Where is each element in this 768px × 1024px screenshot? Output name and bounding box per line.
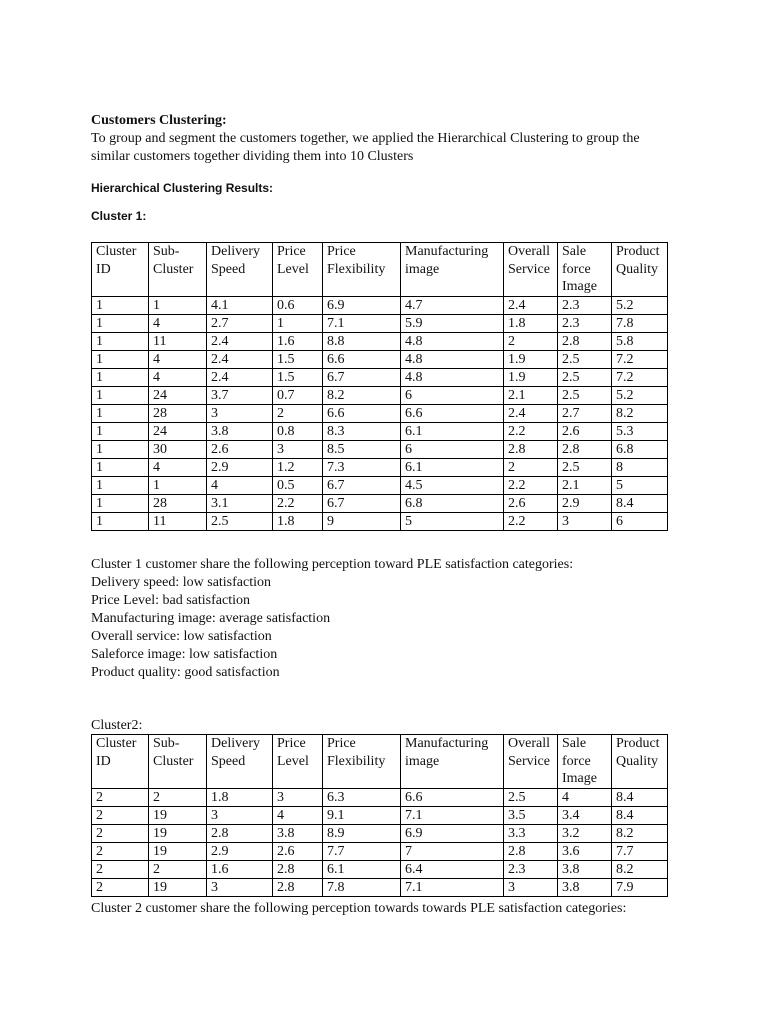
table-row (92, 351, 668, 369)
table-cell: 0.5 (273, 477, 323, 495)
table-row (92, 495, 668, 513)
table-cell: 1.6 (273, 333, 323, 351)
table-cell: 8.4 (612, 807, 668, 825)
table-cell: 2.6 (207, 441, 273, 459)
perception-item: Saleforce image: low satisfaction (91, 647, 278, 662)
table-cell: 5.3 (612, 423, 668, 441)
column-header: Price Level (273, 243, 323, 297)
table-cell: 6.8 (612, 441, 668, 459)
table-cell: 6.1 (323, 861, 401, 879)
table-cell: 8.5 (323, 441, 401, 459)
table-cell: 1 (92, 459, 149, 477)
table-cell: 3.8 (558, 879, 612, 897)
perception-item: Overall service: low satisfaction (91, 629, 272, 644)
table-cell: 1 (92, 351, 149, 369)
table-cell: 2 (149, 789, 207, 807)
table-cell: 1 (92, 423, 149, 441)
table-cell: 3.8 (207, 423, 273, 441)
table-row (92, 387, 668, 405)
table-cell: 4 (149, 315, 207, 333)
table-cell: 2 (92, 807, 149, 825)
table-cell: 0.8 (273, 423, 323, 441)
table-cell: 2.2 (273, 495, 323, 513)
table-cell: 19 (149, 807, 207, 825)
table-cell: 3.2 (558, 825, 612, 843)
table-cell: 6.7 (323, 369, 401, 387)
table-row (92, 369, 668, 387)
table-cell: 6.6 (401, 789, 504, 807)
table-cell: 2.9 (207, 459, 273, 477)
column-header: Price Flexibility (323, 243, 401, 297)
table-cell: 7.7 (612, 843, 668, 861)
column-header: Sale force Image (558, 243, 612, 297)
table-cell: 8.2 (323, 387, 401, 405)
table-cell: 6 (612, 513, 668, 531)
table-cell: 7.9 (612, 879, 668, 897)
table-row (92, 513, 668, 531)
table-cell: 2.5 (558, 351, 612, 369)
table-cell: 11 (149, 513, 207, 531)
table-cell: 8.9 (323, 825, 401, 843)
table-cell: 2.3 (504, 861, 558, 879)
table-row (92, 459, 668, 477)
table-cell: 5 (401, 513, 504, 531)
cluster1-table (91, 242, 668, 531)
column-header: Overall Service (504, 243, 558, 297)
table-row (92, 843, 668, 861)
table-cell: 2.2 (504, 513, 558, 531)
table-cell: 4 (558, 789, 612, 807)
table-cell: 2.1 (558, 477, 612, 495)
column-header: Product Quality (612, 735, 668, 789)
table-cell: 6.9 (323, 297, 401, 315)
table-row (92, 807, 668, 825)
table-cell: 2.4 (207, 351, 273, 369)
table-cell: 2.8 (558, 441, 612, 459)
table-cell: 2.5 (558, 459, 612, 477)
table-cell: 1 (92, 405, 149, 423)
table-cell: 6.4 (401, 861, 504, 879)
table-cell: 28 (149, 405, 207, 423)
table-cell: 4.1 (207, 297, 273, 315)
column-header: Price Flexibility (323, 735, 401, 789)
table-cell: 7 (401, 843, 504, 861)
table-cell: 2.3 (558, 297, 612, 315)
table-cell: 3.4 (558, 807, 612, 825)
table-cell: 6.7 (323, 477, 401, 495)
table-cell: 8.2 (612, 825, 668, 843)
table-cell: 2.5 (558, 387, 612, 405)
table-cell: 6.1 (401, 423, 504, 441)
table-cell: 1 (149, 477, 207, 495)
cluster1-heading: Cluster 1: (91, 209, 147, 223)
table-cell: 1 (92, 441, 149, 459)
table-cell: 1 (92, 477, 149, 495)
table-cell: 5.2 (612, 387, 668, 405)
column-header: Delivery Speed (207, 243, 273, 297)
table-cell: 19 (149, 825, 207, 843)
table-cell: 1 (273, 315, 323, 333)
table-cell: 19 (149, 879, 207, 897)
perception-item: Manufacturing image: average satisfaction (91, 611, 331, 626)
table-cell: 2.8 (273, 879, 323, 897)
table-cell: 2.4 (504, 405, 558, 423)
table-row (92, 315, 668, 333)
table-cell: 2.8 (273, 861, 323, 879)
table-cell: 6.9 (401, 825, 504, 843)
column-header: Product Quality (612, 243, 668, 297)
column-header: Price Level (273, 735, 323, 789)
table-cell: 6 (401, 441, 504, 459)
table-cell: 7.8 (612, 315, 668, 333)
table-row (92, 405, 668, 423)
table-cell: 1 (92, 495, 149, 513)
section-heading: Customers Clustering: (91, 113, 227, 128)
table-cell: 7.8 (323, 879, 401, 897)
table-row (92, 477, 668, 495)
table-cell: 7.3 (323, 459, 401, 477)
table-cell: 2.8 (558, 333, 612, 351)
column-header: Overall Service (504, 735, 558, 789)
table-cell: 2.7 (207, 315, 273, 333)
table-cell: 2 (273, 405, 323, 423)
table-cell: 8.4 (612, 495, 668, 513)
table-cell: 7.1 (401, 807, 504, 825)
table-cell: 3.1 (207, 495, 273, 513)
table-cell: 2.4 (207, 333, 273, 351)
column-header: Manufacturing image (401, 243, 504, 297)
table-cell: 4.8 (401, 369, 504, 387)
table-header-row (92, 243, 668, 297)
table-cell: 3 (273, 441, 323, 459)
table-header-row (92, 735, 668, 789)
table-cell: 7.2 (612, 351, 668, 369)
table-cell: 8.8 (323, 333, 401, 351)
table-cell: 2.6 (504, 495, 558, 513)
table-cell: 1.8 (504, 315, 558, 333)
cluster1-perception (91, 556, 691, 682)
table-cell: 3 (207, 405, 273, 423)
table-cell: 3.3 (504, 825, 558, 843)
perception-intro: Cluster 1 customer share the following perception toward PLE satisfaction categories: (91, 557, 574, 572)
table-cell: 24 (149, 387, 207, 405)
table-cell: 2.5 (504, 789, 558, 807)
table-cell: 7.2 (612, 369, 668, 387)
column-header: Sub-Cluster (149, 243, 207, 297)
table-cell: 1.5 (273, 369, 323, 387)
column-header: Cluster ID (92, 735, 149, 789)
table-cell: 4.7 (401, 297, 504, 315)
table-cell: 2 (92, 825, 149, 843)
table-cell: 4.5 (401, 477, 504, 495)
table-cell: 7.7 (323, 843, 401, 861)
table-cell: 2 (92, 861, 149, 879)
table-cell: 6.1 (401, 459, 504, 477)
table-cell: 1 (149, 297, 207, 315)
table-cell: 6.8 (401, 495, 504, 513)
cluster2-heading: Cluster2: (91, 718, 143, 733)
table-row (92, 789, 668, 807)
table-cell: 0.7 (273, 387, 323, 405)
table-cell: 2.8 (504, 441, 558, 459)
table-cell: 1 (92, 315, 149, 333)
table-row (92, 423, 668, 441)
table-cell: 3.6 (558, 843, 612, 861)
table-cell: 2.8 (504, 843, 558, 861)
table-cell: 1 (92, 369, 149, 387)
table-cell: 3.8 (273, 825, 323, 843)
table-row (92, 879, 668, 897)
results-heading: Hierarchical Clustering Results: (91, 181, 274, 195)
table-row (92, 861, 668, 879)
cluster2-perception-intro: Cluster 2 customer share the following perception towards towards PLE satisfaction categories: (91, 901, 627, 916)
table-cell: 1.8 (207, 789, 273, 807)
table-cell: 2 (504, 333, 558, 351)
table-cell: 3 (207, 879, 273, 897)
table-cell: 30 (149, 441, 207, 459)
table-cell: 1.2 (273, 459, 323, 477)
table-cell: 2 (92, 843, 149, 861)
table-cell: 2.4 (207, 369, 273, 387)
table-cell: 3 (207, 807, 273, 825)
table-cell: 4 (273, 807, 323, 825)
column-header: Manufacturing image (401, 735, 504, 789)
table-cell: 5.2 (612, 297, 668, 315)
cluster2-table (91, 734, 668, 897)
table-cell: 2.8 (207, 825, 273, 843)
column-header: Delivery Speed (207, 735, 273, 789)
table-cell: 5 (612, 477, 668, 495)
table-cell: 2.6 (558, 423, 612, 441)
table-cell: 3 (504, 879, 558, 897)
table-cell: 2.4 (504, 297, 558, 315)
table-cell: 1.5 (273, 351, 323, 369)
table-cell: 9 (323, 513, 401, 531)
table-cell: 1.9 (504, 351, 558, 369)
table-cell: 6.3 (323, 789, 401, 807)
table-cell: 8.3 (323, 423, 401, 441)
table-cell: 0.6 (273, 297, 323, 315)
table-cell: 2 (149, 861, 207, 879)
table-cell: 4.8 (401, 333, 504, 351)
table-row (92, 825, 668, 843)
table-cell: 1.6 (207, 861, 273, 879)
table-cell: 2 (92, 789, 149, 807)
table-cell: 19 (149, 843, 207, 861)
table-cell: 1 (92, 513, 149, 531)
table-cell: 2 (504, 459, 558, 477)
table-cell: 2.9 (558, 495, 612, 513)
table-cell: 11 (149, 333, 207, 351)
table-cell: 2 (92, 879, 149, 897)
perception-item: Price Level: bad satisfaction (91, 593, 250, 608)
table-cell: 2.3 (558, 315, 612, 333)
table-cell: 4 (149, 459, 207, 477)
table-cell: 7.1 (323, 315, 401, 333)
table-cell: 2.1 (504, 387, 558, 405)
table-row (92, 333, 668, 351)
table-row (92, 297, 668, 315)
table-cell: 1 (92, 297, 149, 315)
perception-item: Delivery speed: low satisfaction (91, 575, 272, 590)
table-cell: 28 (149, 495, 207, 513)
table-cell: 6.7 (323, 495, 401, 513)
column-header: Cluster ID (92, 243, 149, 297)
table-cell: 4 (149, 351, 207, 369)
table-cell: 2.5 (558, 369, 612, 387)
column-header: Sub-Cluster (149, 735, 207, 789)
perception-item: Product quality: good satisfaction (91, 665, 280, 680)
table-cell: 6.6 (401, 405, 504, 423)
table-cell: 24 (149, 423, 207, 441)
table-cell: 2.9 (207, 843, 273, 861)
table-cell: 1 (92, 333, 149, 351)
table-cell: 2.2 (504, 477, 558, 495)
table-cell: 5.8 (612, 333, 668, 351)
table-cell: 2.6 (273, 843, 323, 861)
table-cell: 3.5 (504, 807, 558, 825)
table-cell: 5.9 (401, 315, 504, 333)
table-cell: 3.7 (207, 387, 273, 405)
column-header: Sale force Image (558, 735, 612, 789)
table-cell: 8.4 (612, 789, 668, 807)
table-cell: 1.9 (504, 369, 558, 387)
table-cell: 6.6 (323, 351, 401, 369)
table-cell: 9.1 (323, 807, 401, 825)
table-cell: 3.8 (558, 861, 612, 879)
table-cell: 1 (92, 387, 149, 405)
table-cell: 4 (149, 369, 207, 387)
table-cell: 3 (558, 513, 612, 531)
intro-paragraph: To group and segment the customers together, we applied the Hierarchical Clustering to group the similar customers together dividing them into 10 Clusters (91, 131, 640, 164)
table-cell: 2.5 (207, 513, 273, 531)
table-cell: 6.6 (323, 405, 401, 423)
table-cell: 4.8 (401, 351, 504, 369)
table-cell: 8 (612, 459, 668, 477)
table-cell: 7.1 (401, 879, 504, 897)
table-cell: 2.2 (504, 423, 558, 441)
table-cell: 2.7 (558, 405, 612, 423)
table-cell: 1.8 (273, 513, 323, 531)
table-cell: 8.2 (612, 405, 668, 423)
table-cell: 6 (401, 387, 504, 405)
table-cell: 3 (273, 789, 323, 807)
table-cell: 4 (207, 477, 273, 495)
table-cell: 8.2 (612, 861, 668, 879)
table-row (92, 441, 668, 459)
